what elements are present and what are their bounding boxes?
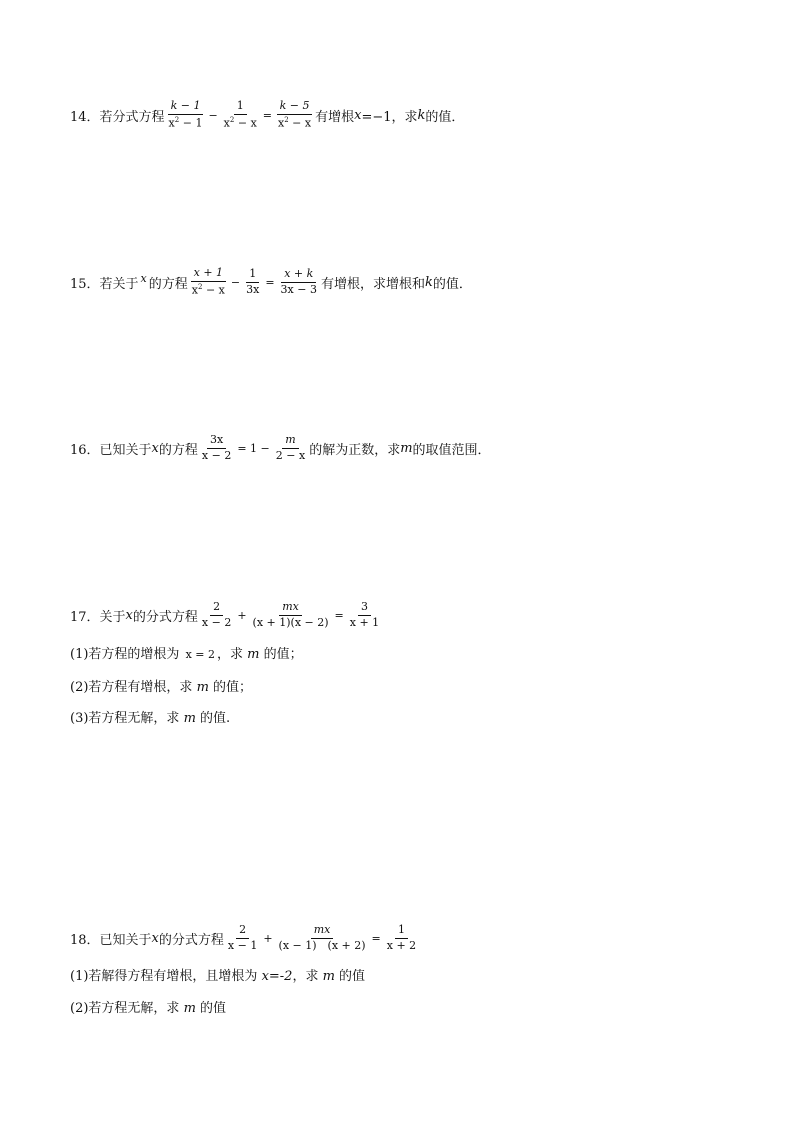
q14-fraction-1 <box>166 100 206 130</box>
q15-f2-denominator: 3x <box>246 282 260 296</box>
q17-sub-3 <box>70 707 230 726</box>
q14-fraction-2 <box>221 100 260 130</box>
q15-f1-numerator: x + 1 <box>191 267 226 282</box>
q14-f3-denominator: $x^2 - x$ <box>278 115 312 130</box>
q14-f1-denominator: $x^2 - 1$ <box>168 115 203 130</box>
q15-fraction-1 <box>189 267 228 297</box>
q15-fraction-2 <box>243 268 262 296</box>
q16-tail-m: m <box>400 440 413 456</box>
q15-mid: 的方程 <box>148 276 188 292</box>
q17-f1-numerator: 2 <box>210 601 223 616</box>
q15-fraction-3 <box>278 268 320 296</box>
q17-sub-2 <box>70 676 252 695</box>
q17-sub1-text-c: 的值； <box>259 647 303 662</box>
q17-plus: + <box>237 608 247 622</box>
q18-sub1-text-b: ，求 <box>292 969 323 984</box>
q14-lead: 14．若分式方程 <box>70 109 165 125</box>
q17-lead: 17．关于 <box>70 609 126 625</box>
q18-plus: + <box>263 931 273 945</box>
q18-lead: 18．已知关于 <box>70 932 152 948</box>
q18-sub-1 <box>70 965 365 984</box>
q17-mid: 的分式方程 <box>132 609 198 625</box>
q17-var: x <box>125 607 133 623</box>
q16-mid: 的方程 <box>158 442 198 458</box>
q18-sub2-text-a: (2)若方程无解，求 <box>70 1001 184 1016</box>
q14-tail-var: x <box>354 107 362 123</box>
q14-f3-numerator: k − 5 <box>277 100 313 115</box>
question-16 <box>70 426 491 470</box>
q15-f1-denominator: $x^2 - x$ <box>191 282 225 297</box>
q18-f1-numerator: 2 <box>236 924 249 939</box>
q17-sub1-equation: x = 2 <box>185 648 215 661</box>
q17-sub1-text-b: ，求 <box>216 647 248 662</box>
q14-tail-3: 的值． <box>425 109 465 125</box>
q16-lead: 16．已知关于 <box>70 442 152 458</box>
q16-tail-1: 的解为正数，求 <box>309 442 401 458</box>
q17-sub-1 <box>70 643 303 662</box>
q16-f2-denominator: 2 − x <box>275 448 306 462</box>
q18-mid: 的分式方程 <box>158 932 224 948</box>
question-17 <box>70 593 383 637</box>
q16-equals: = 1 − <box>237 441 270 455</box>
q15-equals: = <box>265 275 275 289</box>
q18-equals: = <box>371 931 381 945</box>
q14-minus: − <box>208 108 218 122</box>
q18-sub1-text-a: (1)若解得方程有增根，且增根为 <box>70 969 262 984</box>
q17-f3-denominator: x + 1 <box>349 615 380 629</box>
q18-f2-numerator: mx <box>311 924 334 939</box>
q15-f2-numerator: 1 <box>246 268 259 283</box>
q15-f3-denominator: 3x − 3 <box>280 282 317 296</box>
q18-sub2-text-b: 的值 <box>195 1001 227 1016</box>
q18-sub1-text-c: 的值 <box>334 969 366 984</box>
q18-f1-denominator: x − 1 <box>227 938 258 952</box>
q17-fraction-2 <box>250 601 332 629</box>
q17-sub3-m: m <box>183 711 196 726</box>
q18-fraction-3 <box>384 924 419 952</box>
q15-tail-1: 有增根，求增根和 <box>320 276 425 292</box>
q17-sub3-text-b: 的值. <box>195 711 231 726</box>
q15-tail-2: 的值． <box>432 276 472 292</box>
q18-fraction-2 <box>276 924 369 952</box>
q14-f1-numerator: k − 1 <box>168 100 204 115</box>
q17-fraction-3 <box>347 601 382 629</box>
q18-sub-2 <box>70 997 226 1016</box>
q16-f1-numerator: 3x <box>207 434 226 449</box>
q17-sub1-text-a: (1)若方程的增根为 <box>70 647 184 662</box>
question-18 <box>70 916 420 960</box>
q16-var: x <box>151 440 159 456</box>
q15-lead: 15．若关于 <box>70 276 139 292</box>
q14-f2-denominator: $x^2 - x$ <box>223 115 257 130</box>
q18-fraction-1 <box>225 924 260 952</box>
q15-f3-numerator: x + k <box>281 268 316 283</box>
question-15 <box>70 260 472 304</box>
q14-f2-numerator: 1 <box>234 100 247 115</box>
q17-sub1-m: m <box>247 647 260 662</box>
q18-f3-numerator: 1 <box>395 924 408 939</box>
q17-fraction-1 <box>199 601 234 629</box>
question-14 <box>70 93 464 137</box>
q14-equals: = <box>262 108 272 122</box>
q14-tail-k: k <box>417 107 426 123</box>
q17-f2-numerator: mx <box>279 601 302 616</box>
q15-minus: − <box>230 275 241 289</box>
q17-sub2-text-b: 的值； <box>208 680 253 695</box>
q14-tail-2: =−1，求 <box>361 109 418 125</box>
q15-tail-k: k <box>424 274 433 290</box>
q14-fraction-3 <box>275 100 314 130</box>
q18-f3-denominator: x + 2 <box>386 938 417 952</box>
q16-f1-denominator: x − 2 <box>201 448 232 462</box>
q17-f2-denominator: (x + 1)(x − 2) <box>252 615 329 629</box>
q17-sub2-text-a: (2)若方程有增根，求 <box>70 680 197 695</box>
q18-sub2-m: m <box>183 1001 196 1016</box>
q17-sub3-text-a: (3)若方程无解，求 <box>70 711 184 726</box>
q16-f2-numerator: m <box>282 434 298 449</box>
q17-f3-numerator: 3 <box>358 601 371 616</box>
q16-fraction-1 <box>199 434 234 462</box>
q14-tail-1: 有增根 <box>315 109 355 125</box>
q16-fraction-2 <box>273 434 308 462</box>
q18-sub1-m: m <box>322 969 335 984</box>
q15-var: x <box>140 271 147 285</box>
q17-equals: = <box>334 608 344 622</box>
q17-f1-denominator: x − 2 <box>201 615 232 629</box>
q18-var: x <box>151 930 159 946</box>
q17-sub2-m: m <box>196 680 209 695</box>
q18-sub1-equation: x=-2 <box>261 969 293 984</box>
q16-tail-2: 的取值范围． <box>412 442 491 458</box>
q18-f2-denominator: (x − 1) (x + 2) <box>278 938 366 952</box>
